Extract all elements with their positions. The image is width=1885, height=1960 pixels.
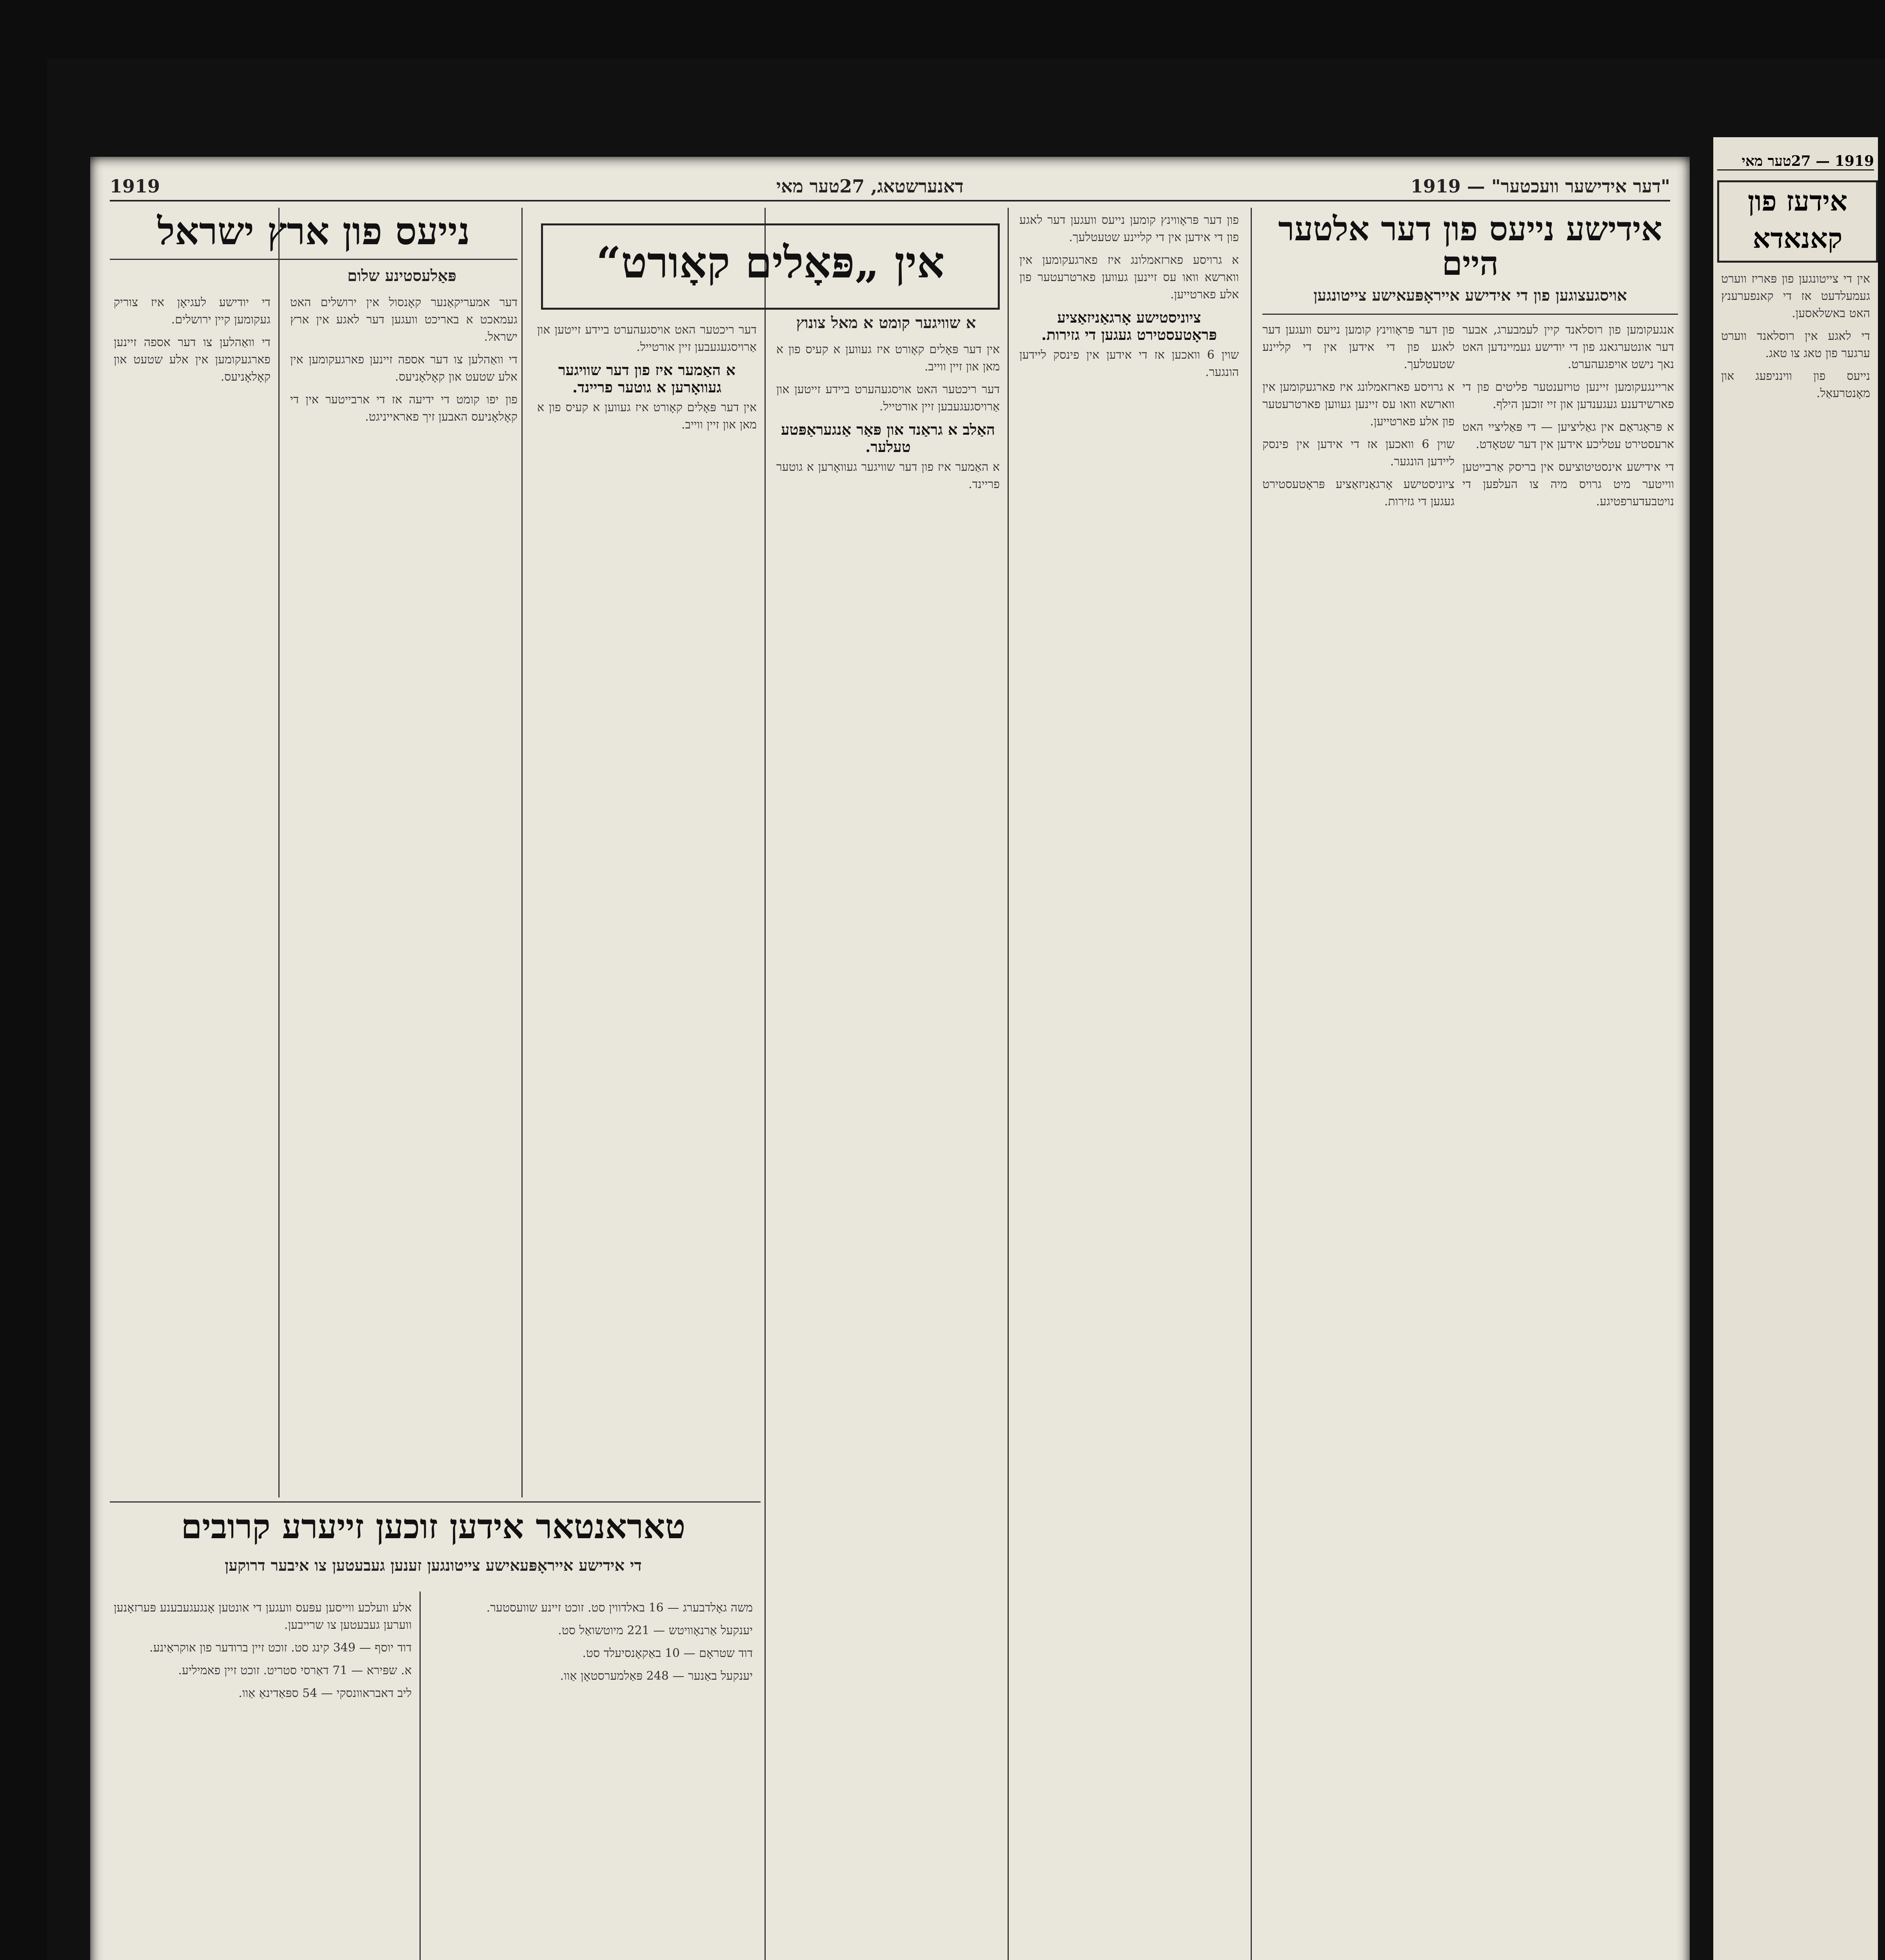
paragraph: אין די צייטונגען פון פּאריז ווערט געמעלדעט אז די קאנפערענץ האט באשלאסען. (1721, 272, 1870, 320)
header-year: 1919 (110, 176, 160, 197)
next-page-column (1721, 270, 1870, 1960)
paragraph: דער ריכטער האט אויסגעהערט ביידע זייטען און אַרויסגעגעבען זיין אורטייל. (776, 383, 1000, 414)
column-rule (419, 1592, 421, 1960)
section-heading: א האַמער איז פון דער שוויגער געוואָרען א גוטער פריינד. (558, 361, 735, 396)
next-page-headline: אידעז פון קאנאדא (1717, 180, 1878, 263)
column-rule (521, 208, 523, 1497)
paragraph: אנגעקומען פון רוסלאנד קיין לעמבערג, אבער דער אונטערגאנג פון די יודישע געמיינדען האט נאך נישט אויפגעהערט. (1462, 323, 1674, 371)
headline-box-police-court (541, 223, 1000, 310)
section-heading: האַלב א גראַנד און פּאַר אַנגעראַפּטע טעלער. (781, 421, 995, 456)
headline-rule (110, 259, 518, 260)
column-rule (765, 208, 766, 1960)
column-rule (278, 208, 280, 1497)
paragraph: פון דער פּראָווינץ קומען נייעס וועגען דער לאגע פון די אידען אין די קליינע שטעטלעך. (1019, 213, 1239, 244)
next-page-header: 1919 — 27טער מאי (1717, 153, 1874, 171)
paragraph: אין דער פּאָלים קאָורט איז געווען א קעיס פון א מאן און זיין ווייב. (537, 401, 757, 432)
paragraph: דוד שטראָם — 10 באַקאָנסיעלד סט. (582, 1646, 753, 1660)
headline-police-court: אין „פּאָלים קאָורט“ (596, 237, 945, 288)
paragraph: אין דער פּאָלים קאָורט איז געווען א קעיס פון א מאן און זיין ווייב. (776, 343, 1000, 374)
paragraph: אלע וועלכע ווייסען עפּעס וועגען די אונטען אָנגעגעבענע פּערזאָנען ווערען געבעטען צו שרייבען. (114, 1601, 412, 1632)
paragraph: ציוניסטישע אָרגאַניזאַציע פּראָטעסטירט געגען די גזירות. (1262, 477, 1455, 508)
header-masthead: "דער אידישער וועכטער" — 1919 (1410, 176, 1670, 197)
paragraph: א. שפּירא — 71 דאַרסי סטריט. זוכט זיין פאמיליע. (178, 1664, 412, 1677)
page-header (110, 172, 1670, 201)
paragraph: די וואַהלען צו דער אספה זיינען פארגעקומען אין אלע שטעט און קאָלאָניעס. (114, 336, 271, 384)
paragraph: א גרויסע פארזאמלונג איז פארגעקומען אין ווארשא וואו עס זיינען געווען פארטרעטער פון אלע פארטייען. (1262, 380, 1455, 428)
paragraph: די אידישע אינסטיטוציעס אין בריסק אַרבייטען ווייטער מיט גרויס מיה צו העלפען די נויטבעדערפטיגע. (1462, 460, 1674, 508)
subhead-eretz-israel: פּאַלעסטינע שלום (347, 267, 456, 285)
article-column-1 (1462, 321, 1674, 1960)
paragraph: יענקעל באַנער — 248 פּאַלמערסטאָן אַוו. (560, 1669, 753, 1683)
paragraph: די יודישע לעגיאָן איז צוריק געקומען קיין ירושלים. (114, 296, 271, 327)
paragraph: יענקעל אַרנאָוויטש — 221 מיוטשואַל סט. (558, 1624, 753, 1637)
column-rule (1008, 208, 1009, 1960)
paragraph: אריינגעקומען זיינען טויזענטער פליטים פון די פארשידענע געגענדען און זיי זוכען הילף. (1462, 380, 1674, 411)
next-page-edge (1713, 137, 1878, 1960)
subhead-toronto: די אידישע אייראָפּעאישע צייטונגען זענען געבעטען צו איבער דרוקען (225, 1556, 642, 1575)
film-edge-left (0, 0, 47, 1960)
subhead-jewish-news: אויסגעצוגען פון די אידישע אייראָפּעאישע צייטונגען (1313, 286, 1627, 305)
paragraph: א האַמער איז פון דער שוויגער געוואָרען א גוטער פריינד. (776, 460, 1000, 491)
headline-rule (1262, 314, 1678, 315)
paragraph: נייעס פון ווינניפעג און מאָנטרעאַל. (1721, 369, 1870, 400)
paragraph: משה גאָלדבערג — 16 באלדווין סט. זוכט זיינע שוועסטער. (486, 1601, 753, 1615)
section-rule (110, 1501, 761, 1503)
paragraph: שוין 6 וואכען אז די אידען אין פינסק ליידען הונגער. (1262, 437, 1455, 468)
paragraph: פון יפו קומט די ידיעה אז די ארבייטער אין די קאָלאָניעס האבען זיך פאראייניגט. (290, 393, 518, 424)
paragraph: די לאגע אין רוסלאנד ווערט ערגער פון טאג צו טאג. (1721, 329, 1870, 360)
article-column-2 (1262, 321, 1455, 1960)
subhead-police-court: א שוויגער קומט א מאל צונוץ (796, 314, 976, 332)
header-date: דאנערשטאג, 27טער מאי (776, 176, 964, 197)
paragraph: א גרויסע פארזאמלונג איז פארגעקומען אין ווארשא וואו עס זיינען געווען פארטרעטער פון אלע פארטייען. (1019, 253, 1239, 301)
headline-jewish-news: אידישע נייעס פון דער אלטער היים (1278, 209, 1662, 283)
paragraph: פון דער פּראָווינץ קומען נייעס וועגען דער לאגע פון די אידען אין די קליינע שטעטלעך. (1262, 323, 1455, 371)
article-column-3 (1019, 212, 1239, 1960)
headline-eretz-israel: נייעס פון ארץ ישראל (157, 209, 470, 253)
paragraph: ליב דאבראוונסקי — 54 ספּאַדינאַ אַוו. (238, 1686, 412, 1700)
toronto-column-left (114, 1599, 412, 1960)
article-column-6 (290, 294, 518, 1490)
toronto-column-right (431, 1599, 753, 1960)
article-column-4 (776, 341, 1000, 1909)
paragraph: א פּראָגראַם אין גאַליציען — די פּאַליציי האט ארעסטירט עטליכע אידען אין דער שטאָדט. (1462, 420, 1674, 451)
headline-toronto: טאראנטאר אידען זוכען זייערע קרובים (181, 1507, 686, 1546)
film-edge-top (0, 0, 1885, 59)
newspaper-page (90, 157, 1690, 1960)
paragraph: שוין 6 וואכען אז די אידען אין פינסק ליידען הונגער. (1019, 348, 1239, 379)
section-heading: ציוניסטישע אָרגאַניזאַציע פּראָטעסטירט געגען די גזירות. (1041, 309, 1217, 343)
paragraph: די וואַהלען צו דער אספה זיינען פארגעקומען אין אלע שטעט און קאָלאָניעס. (290, 353, 518, 384)
article-column-7 (114, 294, 271, 1490)
paragraph: דוד יוסף — 349 קינג סט. זוכט זיין ברודער פון אוקראַינע. (149, 1641, 412, 1655)
paragraph: דער ריכטער האט אויסגעהערט ביידע זייטען און אַרויסגעגעבען זיין אורטייל. (537, 323, 757, 354)
column-rule (1251, 208, 1252, 1960)
paragraph: דער אמעריקאַנער קאָנסול אין ירושלים האט געמאכט א באריכט וועגען דער לאגע אין ארץ ישראל. (290, 296, 518, 344)
